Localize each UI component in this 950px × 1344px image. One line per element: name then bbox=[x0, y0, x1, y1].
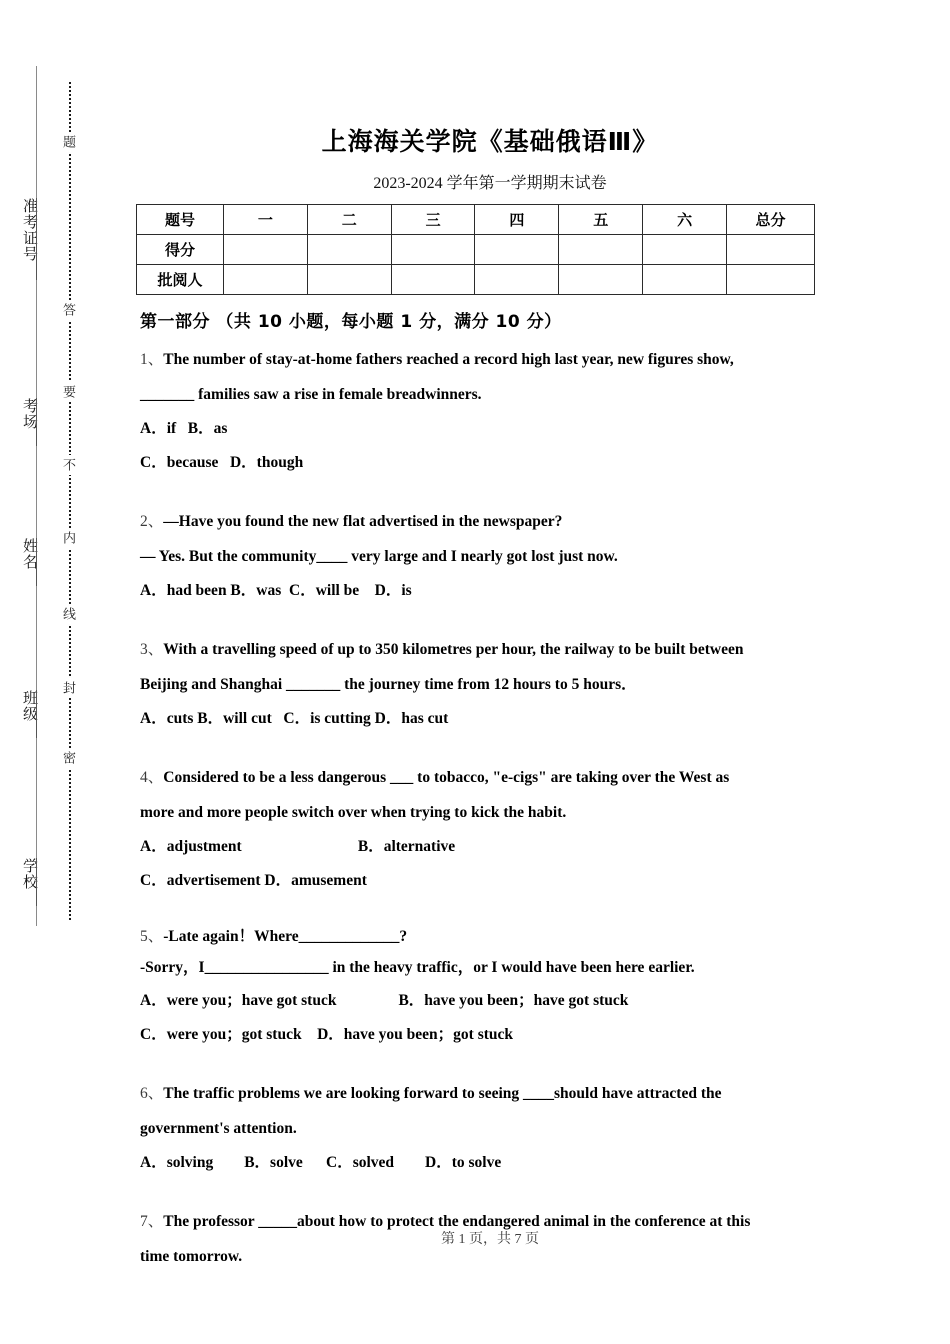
score-table-cell[interactable] bbox=[224, 265, 308, 295]
page-subtitle: 2023-2024 学年第一学期期末试卷 bbox=[373, 175, 607, 192]
question-stem-text: With a travelling speed of up to 350 kilometres per hour, the railway to be built between bbox=[163, 641, 744, 658]
question-stem-line bbox=[140, 632, 840, 667]
question-stem-line: Beijing and Shanghai _______ the journey time from 12 hours to 5 hours． bbox=[140, 676, 637, 693]
question-option-line[interactable]: C．because D．though bbox=[140, 454, 304, 471]
score-table-cell[interactable] bbox=[643, 265, 727, 295]
score-table-cell[interactable] bbox=[224, 235, 308, 265]
seal-field-underline-exam-room bbox=[36, 398, 37, 446]
score-table-cell: 六 bbox=[643, 205, 727, 235]
question-option-line[interactable]: C．were you；got stuck D．have you been；got stuck bbox=[140, 1026, 514, 1043]
score-table-cell: 二 bbox=[307, 205, 391, 235]
seal-margin bbox=[0, 0, 130, 1344]
question-option-line[interactable]: A．cuts B．will cut C．is cutting D．has cut bbox=[140, 710, 449, 727]
question-item bbox=[140, 342, 840, 480]
score-table-cell[interactable] bbox=[391, 265, 475, 295]
score-table-cell-total[interactable] bbox=[727, 235, 815, 265]
score-table-cell: 五 bbox=[559, 205, 643, 235]
question-stem-line: more and more people switch over when trying to kick the habit. bbox=[140, 804, 567, 821]
seal-field-underline-school bbox=[36, 858, 37, 906]
question-stem-line: — Yes. But the community____ very large and I nearly got lost just now. bbox=[140, 548, 618, 565]
question-stem-line bbox=[140, 342, 840, 377]
seal-dotted-line bbox=[69, 82, 71, 920]
question-stem-line bbox=[140, 1076, 840, 1111]
question-stem-line bbox=[140, 504, 840, 539]
question-stem-line bbox=[140, 760, 840, 795]
question-option-line[interactable]: A．adjustment B．alternative bbox=[140, 838, 456, 855]
seal-field-school: 学校 bbox=[21, 858, 39, 890]
question-option-line[interactable]: A．were you；have got stuck B．have you been；have got stuck bbox=[140, 992, 629, 1009]
score-table-cell[interactable] bbox=[559, 235, 643, 265]
score-table-cell[interactable] bbox=[307, 265, 391, 295]
seal-note-char-3: 要 bbox=[58, 382, 77, 402]
question-stem-line: -Sorry，I________________ in the heavy traffic，or I would have been here earlier. bbox=[140, 959, 695, 976]
question-number: 7、 bbox=[140, 1213, 164, 1230]
question-number: 6、 bbox=[140, 1085, 164, 1102]
question-option-line[interactable]: A．solving B．solve C．solved D．to solve bbox=[140, 1154, 502, 1171]
question-item bbox=[140, 1076, 840, 1180]
question-item bbox=[140, 922, 840, 1052]
score-table-cell-total: 总分 bbox=[727, 205, 815, 235]
seal-note-char-1: 题 bbox=[58, 132, 77, 152]
seal-note-char-5: 内 bbox=[58, 528, 77, 548]
seal-field-exam-room: 考场 bbox=[21, 398, 39, 430]
score-table-row-header: 得分 bbox=[137, 235, 224, 265]
score-table-cell[interactable] bbox=[643, 235, 727, 265]
seal-note-char-2: 答 bbox=[58, 300, 77, 320]
score-table-cell: 一 bbox=[224, 205, 308, 235]
question-stem-text: Considered to be a less dangerous ___ to tobacco, "e-cigs" are taking over the West as bbox=[163, 769, 730, 786]
seal-field-class: 班级 bbox=[21, 690, 39, 722]
seal-note-char-8: 密 bbox=[58, 748, 77, 768]
table-row bbox=[137, 205, 815, 235]
seal-field-underline-admission-number bbox=[36, 198, 37, 280]
score-table-cell[interactable] bbox=[475, 265, 559, 295]
question-item bbox=[140, 632, 840, 736]
question-stem-line: government's attention. bbox=[140, 1120, 297, 1137]
score-table-cell: 三 bbox=[391, 205, 475, 235]
score-table-cell[interactable] bbox=[391, 235, 475, 265]
question-item bbox=[140, 760, 840, 898]
question-stem-text: —Have you found the new flat advertised in the newspaper? bbox=[163, 513, 563, 530]
question-stem-text: The number of stay-at-home fathers reached a record high last year, new figures show, bbox=[163, 351, 734, 368]
section-heading: 第一部分 （共 10 小题，每小题 1 分，满分 10 分） bbox=[140, 312, 562, 332]
question-option-line[interactable]: C．advertisement D．amusement bbox=[140, 872, 367, 889]
question-stem-text: The professor _____about how to protect the endangered animal in the conference at this bbox=[163, 1213, 751, 1230]
question-option-line[interactable]: A．had been B．was C．will be D．is bbox=[140, 582, 412, 599]
question-number: 5、 bbox=[140, 928, 164, 945]
question-option-line[interactable]: A．if B．as bbox=[140, 420, 228, 437]
seal-field-underline-class bbox=[36, 690, 37, 738]
question-number: 3、 bbox=[140, 641, 164, 658]
score-table bbox=[136, 204, 815, 295]
question-stem-text: -Late again！Where_____________? bbox=[163, 928, 408, 945]
seal-field-underline-name bbox=[36, 538, 37, 586]
question-stem-line bbox=[140, 922, 840, 952]
question-stem-line: _______ families saw a rise in female breadwinners. bbox=[140, 386, 482, 403]
table-row bbox=[137, 235, 815, 265]
seal-note-char-4: 不 bbox=[58, 455, 77, 475]
question-stem-line: time tomorrow. bbox=[140, 1248, 243, 1265]
question-number: 1、 bbox=[140, 351, 164, 368]
question-number: 4、 bbox=[140, 769, 164, 786]
score-table-cell[interactable] bbox=[559, 265, 643, 295]
seal-solid-line bbox=[36, 66, 37, 926]
seal-note-char-6: 线 bbox=[58, 604, 77, 624]
page-footer: 第 1 页，共 7 页 bbox=[441, 1232, 539, 1247]
question-stem-text: The traffic problems we are looking forward to seeing ____should have attracted the bbox=[163, 1085, 722, 1102]
score-table-cell-total[interactable] bbox=[727, 265, 815, 295]
page-title: 上海海关学院《基础俄语Ⅲ》 bbox=[321, 127, 659, 156]
seal-field-admission-number: 准考证号 bbox=[21, 198, 39, 262]
score-table-cell: 四 bbox=[475, 205, 559, 235]
score-table-cell[interactable] bbox=[307, 235, 391, 265]
score-table-row-header: 批阅人 bbox=[137, 265, 224, 295]
document-body bbox=[140, 0, 840, 1344]
score-table-cell[interactable] bbox=[475, 235, 559, 265]
seal-note-char-7: 封 bbox=[58, 678, 77, 698]
question-number: 2、 bbox=[140, 513, 164, 530]
question-item bbox=[140, 504, 840, 608]
table-row bbox=[137, 265, 815, 295]
score-table-row-header: 题号 bbox=[137, 205, 224, 235]
seal-field-name: 姓名 bbox=[21, 538, 39, 570]
